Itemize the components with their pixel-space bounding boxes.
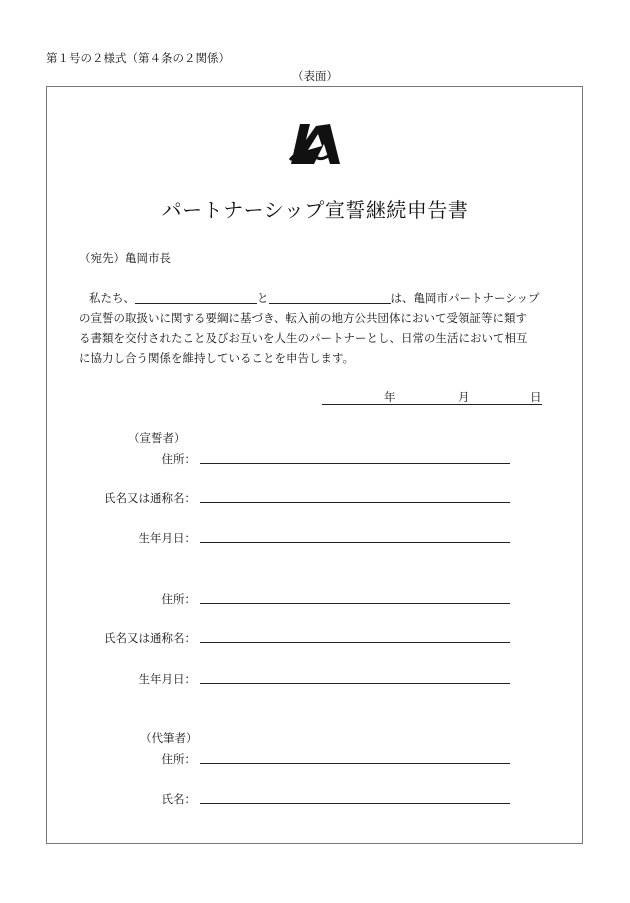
partner-name-blank-2[interactable] bbox=[269, 291, 391, 304]
declarant-dob-label: 生年月日： bbox=[138, 531, 196, 545]
partner-name-label: 氏名又は通称名： bbox=[104, 631, 196, 645]
proxy-heading: （代筆者） bbox=[140, 731, 198, 745]
partner-dob-label: 生年月日： bbox=[138, 672, 196, 686]
partner-name-field[interactable] bbox=[200, 642, 510, 643]
body-prefix: 私たち、 bbox=[89, 291, 135, 305]
body-line-4: に協力し合う関係を維持していることを申告します。 bbox=[79, 351, 355, 365]
document-title: パートナーシップ宣誓継続申告書 bbox=[161, 198, 469, 222]
declarant-heading: （宣誓者） bbox=[128, 431, 186, 445]
proxy-name-label: 氏名： bbox=[161, 792, 196, 806]
proxy-address-label: 住所： bbox=[161, 752, 196, 766]
declarant-name-label: 氏名又は通称名： bbox=[104, 491, 196, 505]
partner-name-blank-1[interactable] bbox=[135, 291, 257, 304]
side-label: （表面） bbox=[292, 69, 338, 83]
date-field[interactable] bbox=[322, 389, 542, 405]
form-number: 第１号の２様式（第４条の２関係） bbox=[46, 51, 230, 65]
date-month-label: 月 bbox=[458, 390, 470, 404]
body-and: と bbox=[257, 291, 269, 305]
kameoka-city-emblem-icon bbox=[288, 120, 344, 168]
date-day-label: 日 bbox=[530, 390, 542, 404]
proxy-address-field[interactable] bbox=[200, 763, 510, 764]
partner-address-field[interactable] bbox=[200, 603, 510, 604]
declarant-dob-field[interactable] bbox=[200, 542, 510, 543]
body-line1-rest: は、亀岡市パートナーシップ bbox=[390, 291, 540, 305]
partner-dob-field[interactable] bbox=[200, 683, 510, 684]
body-line-3: る書類を交付されたこと及びお互いを人生のパートナーとし、日常の生活において相互 bbox=[79, 331, 528, 345]
proxy-name-field[interactable] bbox=[200, 803, 510, 804]
body-line-2: の宣誓の取扱いに関する要綱に基づき、転入前の地方公共団体において受領証等に類す bbox=[79, 311, 528, 325]
date-year-label: 年 bbox=[384, 390, 396, 404]
addressee: （宛先）亀岡市長 bbox=[79, 251, 171, 265]
declarant-name-field[interactable] bbox=[200, 502, 510, 503]
declarant-address-field[interactable] bbox=[200, 463, 510, 464]
declarant-address-label: 住所： bbox=[161, 452, 196, 466]
body-line-1 bbox=[79, 290, 540, 306]
partner-address-label: 住所： bbox=[161, 592, 196, 606]
